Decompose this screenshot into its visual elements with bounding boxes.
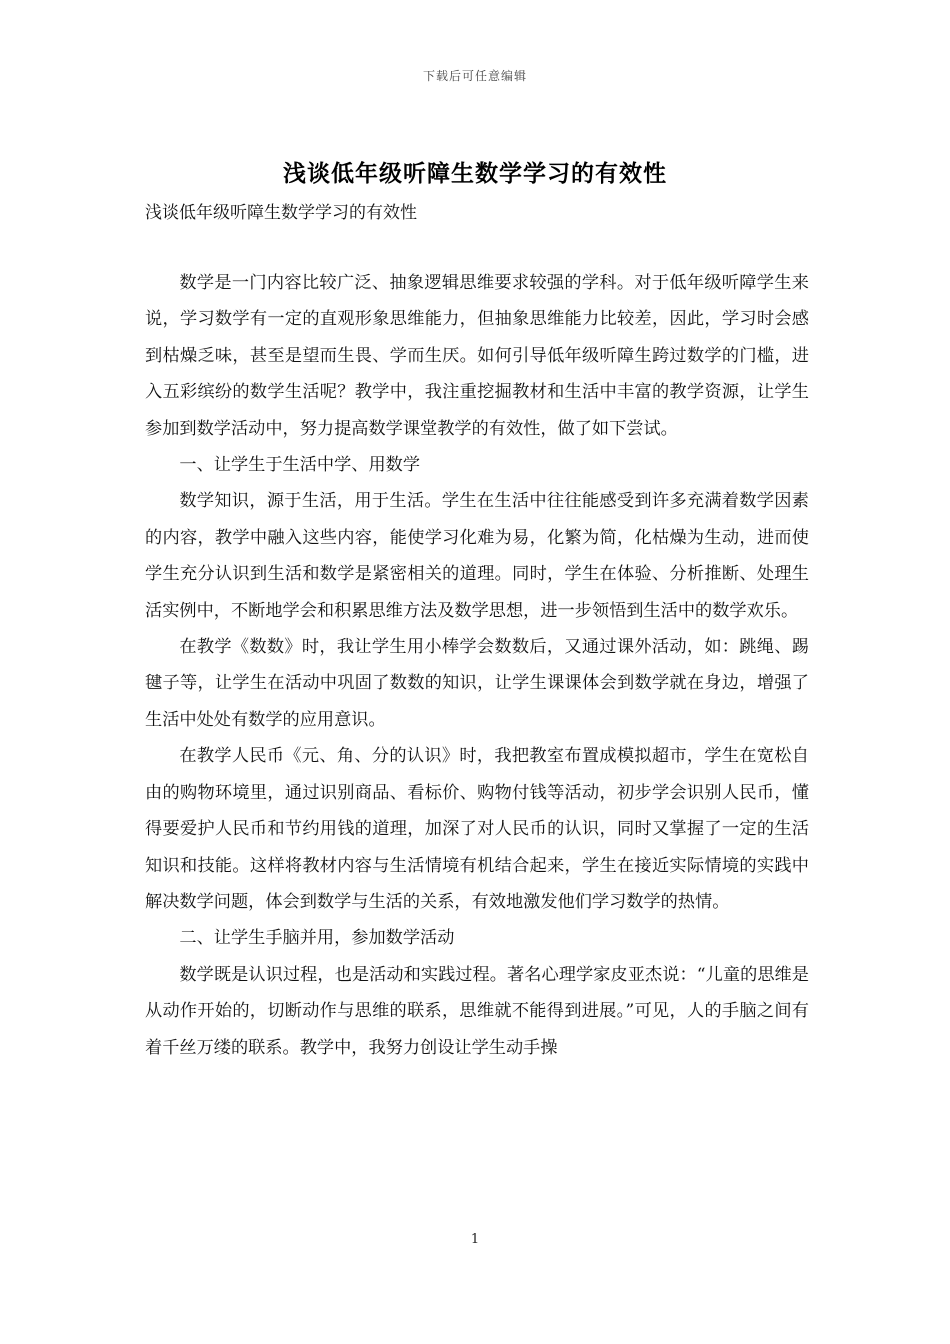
- page-number: 1: [470, 1232, 480, 1247]
- document-title: 浅谈低年级听障生数学学习的有效性: [283, 160, 667, 187]
- section-heading-1: 一、让学生于生活中学、用数学: [179, 455, 421, 476]
- document-body: [145, 265, 809, 1066]
- section-heading-2: 二、让学生手脑并用，参加数学活动: [179, 928, 455, 949]
- paragraph-2: 在教学《数数》时，我让学生用小棒学会数数后，又通过课外活动，如：跳绳、踢毽子等，让学生在活动中巩固了数数的知识，让学生课课体会到数学就在身边，增强了生活中处处有数学的应用意识。: [145, 637, 809, 730]
- paragraph-1: 数学知识，源于生活，用于生活。学生在生活中往往能感受到许多充满着数学因素的内容，教学中融入这些内容，能使学习化难为易，化繁为简，化枯燥为生动，进而使学生充分认识到生活和数学是紧密相关的道理。同时，学生在体验、分析推断、处理生活实例中，不断地学会和积累思维方法及数学思想，进一步领悟到生活中的数学欢乐。: [145, 491, 809, 621]
- paragraph-4: 数学既是认识过程，也是活动和实践过程。著名心理学家皮亚杰说：“儿童的思维是从动作开始的，切断动作与思维的联系，思维就不能得到进展。”可见，人的手脑之间有着千丝万缕的联系。教学中，我努力创设让学生动手操: [145, 964, 809, 1058]
- paragraph-3: 在教学人民币《元、角、分的认识》时，我把教室布置成模拟超市，学生在宽松自由的购物环境里，通过识别商品、看标价、购物付钱等活动，初步学会识别人民币，懂得要爱护人民币和节约用钱的道理，加深了对人民币的认识，同时又掌握了一定的生活知识和技能。这样将教材内容与生活情境有机结合起来，学生在接近实际情境的实践中解决数学问题，体会到数学与生活的关系，有效地激发他们学习数学的热情。: [145, 746, 809, 912]
- paragraph-intro: 数学是一门内容比较广泛、抽象逻辑思维要求较强的学科。对于低年级听障学生来说，学习数学有一定的直观形象思维能力，但抽象思维能力比较差，因此，学习时会感到枯燥乏味，甚至是望而生畏、学而生厌。如何引导低年级听障生跨过数学的门槛，进入五彩缤纷的数学生活呢？教学中，我注重挖掘教材和生活中丰富的教学资源，让学生参加到数学活动中，努力提高数学课堂教学的有效性，做了如下尝试。: [145, 273, 809, 439]
- header-note: 下载后可任意编辑: [422, 69, 527, 83]
- document-subtitle: 浅谈低年级听障生数学学习的有效性: [145, 203, 417, 223]
